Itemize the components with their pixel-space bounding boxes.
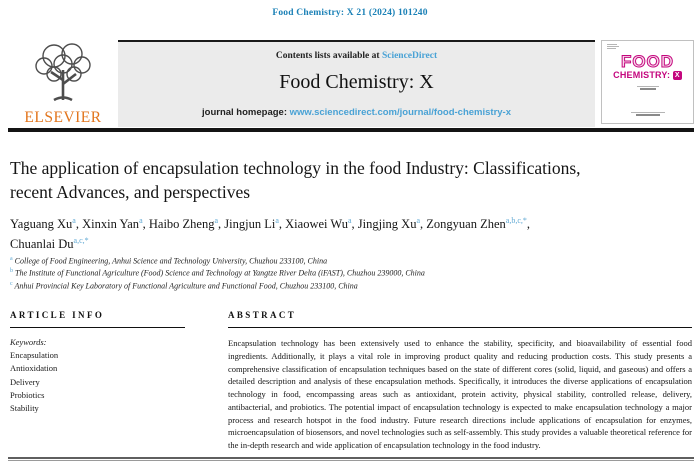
abstract-rule <box>228 327 692 328</box>
abstract-section <box>228 310 692 452</box>
keyword: Stability <box>10 402 39 413</box>
sciencedirect-link[interactable]: ScienceDirect <box>381 51 438 61</box>
abstract-text: Encapsulation technology has been extensively used to enhance the stability, specificity, and bioavailability of essential food ingredients. Additionally, it plays a vital role in improving product quality and reducing production costs. This study presents a comprehensive classification of encapsulation techniques based on the state of different cores (solid, liquid, and gaseous) and offers a detailed description and analysis of these encapsulation methods. Specifically, it introduces the diverse applications of encapsulation technology in food, encompassing areas such as antioxidant, protein activity, physical stability, controlled release, delivery, antibacterial, and probiotics. The potential impact of encapsulation technology is expected to make encapsulation technology a major process and research hotspot in the food industry. Future research directions include applications of encapsulation for enzymes, microencapsulation of biosensors, and novel technologies such as self-assembly. This study provides a valuable theoretical reference for the in-depth research and wide application of encapsulation technology in the food industry. <box>228 338 692 450</box>
author-affil-sup: a,b,c,* <box>505 216 527 225</box>
author: Haibo Zheng$^a$, <box>148 216 225 232</box>
author-affil-sup: a <box>275 216 279 225</box>
author-affil-sup: a <box>416 216 421 225</box>
keyword: Antioxidation <box>10 363 58 374</box>
article-title: The application of encapsulation technology in the food Industry: Classifications, recent Advances, and perspectives <box>10 158 581 202</box>
affiliation: $^b$ The Institute of Functional Agriculture (Food) Science and Technology at Yangtze River Delta (iFAST), Chuzhou 239000, China <box>10 268 425 278</box>
cover-fine-print-top <box>607 44 619 50</box>
article-info-section <box>10 310 185 415</box>
affiliation: $^c$ Anhui Provincial Key Laboratory of Functional Agriculture and Functional Food, Chuzhou 233100, China <box>10 280 358 291</box>
author: Yaguang Xu$^a$, <box>10 216 83 232</box>
keywords-label: Keywords: <box>10 337 47 347</box>
author: Xiaowei Wu$^a$, <box>285 216 358 232</box>
cover-fine-print-middle <box>602 86 693 90</box>
keyword: Encapsulation <box>10 350 59 361</box>
author-affil-sup: a <box>139 216 143 225</box>
cover-title-chemistry <box>602 70 693 81</box>
elsevier-wordmark: ELSEVIER <box>24 109 102 126</box>
homepage-label: journal homepage: <box>202 107 290 118</box>
author: Jingjun Li$^a$, <box>224 216 286 232</box>
author-affil-sup: a,c,* <box>73 235 89 245</box>
author-affil-sup: a <box>214 216 219 225</box>
journal-title: Food Chemistry: X <box>279 71 434 93</box>
article-info-heading: ARTICLE INFO <box>10 310 105 320</box>
author-list <box>10 215 575 254</box>
affiliation-sup: c <box>10 280 13 287</box>
cover-x-badge: X <box>673 71 682 80</box>
keyword: Delivery <box>10 376 40 387</box>
affiliation-list <box>10 255 610 292</box>
author: Xinxin Yan$^a$, <box>82 216 149 232</box>
author: Zongyuan Zhen$^{a,b,c,*}$, <box>426 216 530 232</box>
journal-header-box <box>118 40 595 127</box>
author: Chuanlai $Du^{a,c,*}$ <box>10 235 89 251</box>
article-info-rule <box>10 327 185 328</box>
journal-citation: Food Chemistry: X 21 (2024) 101240 <box>272 8 428 18</box>
affiliation-sup: a <box>10 256 13 262</box>
keyword: Probiotics <box>10 389 45 400</box>
author-affil-sup: a <box>72 216 76 225</box>
journal-cover-thumbnail[interactable] <box>601 40 694 124</box>
author-affil-sup: a <box>347 216 352 225</box>
header-divider-rule <box>8 128 694 132</box>
contents-line <box>118 51 595 61</box>
elsevier-logo <box>10 40 116 128</box>
affiliation-sup: b <box>10 268 13 275</box>
cover-fine-print-bottom <box>602 112 693 117</box>
cover-chemistry-text: CHEMISTRY: <box>613 70 671 80</box>
footer-divider-rule <box>8 457 694 461</box>
contents-prefix: Contents lists available at <box>275 51 382 61</box>
author: Jingjing Xu$^a$, <box>357 216 427 232</box>
abstract-heading: ABSTRACT <box>228 310 297 320</box>
elsevier-tree-icon <box>24 40 102 108</box>
homepage-line <box>118 107 595 118</box>
affiliation: $^a$ College of Food Engineering, Anhui Science and Technology University, Chuzhou 233100, China <box>10 256 328 266</box>
homepage-url-link[interactable]: www.sciencedirect.com/journal/food-chemistry-x <box>289 107 511 118</box>
cover-title-food: FOOD <box>620 52 675 71</box>
